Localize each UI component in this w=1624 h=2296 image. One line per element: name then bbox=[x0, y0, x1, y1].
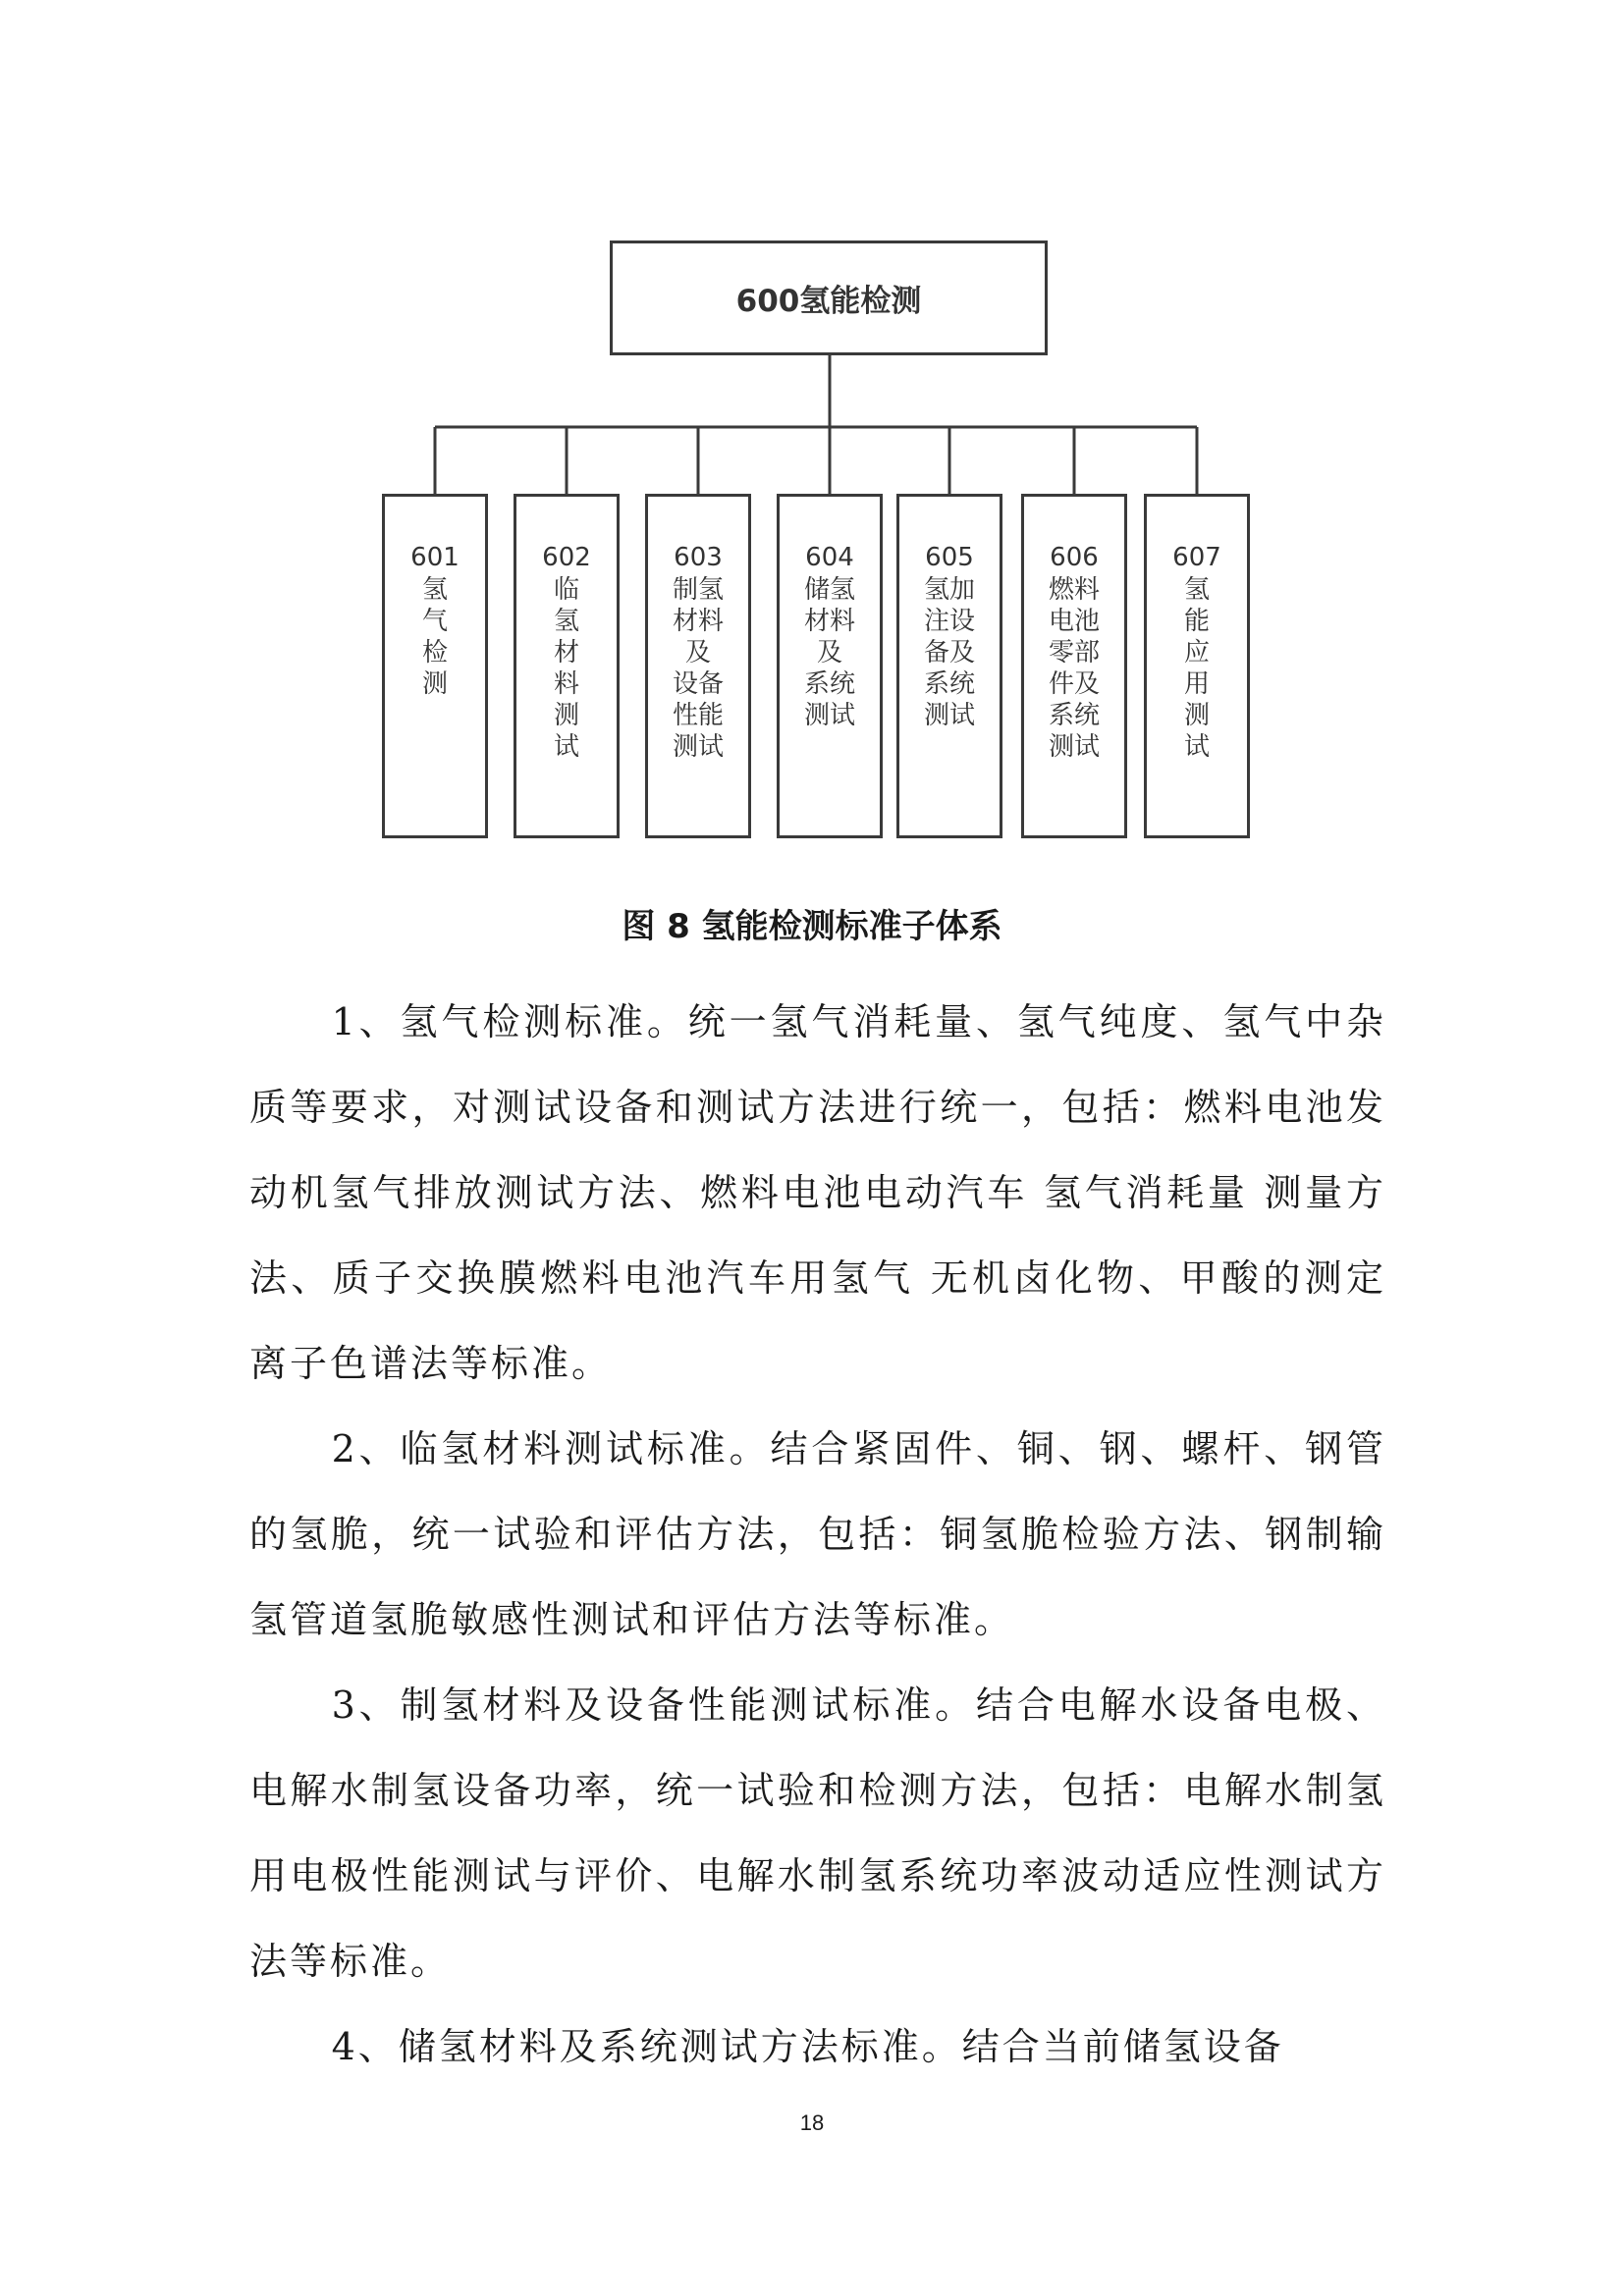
node-label-line: 性能 bbox=[672, 701, 724, 730]
node-label-line: 测试 bbox=[923, 701, 975, 730]
node-label-line: 料 bbox=[553, 669, 579, 699]
node-label-line: 试 bbox=[1183, 732, 1210, 762]
node-label-line: 氢加 bbox=[923, 575, 975, 605]
child-node-604 bbox=[777, 494, 883, 838]
node-label-line: 测试 bbox=[672, 732, 724, 762]
child-node-601 bbox=[382, 494, 488, 838]
node-label-line: 能 bbox=[1183, 607, 1210, 636]
node-code: 607 bbox=[1172, 543, 1221, 572]
node-label-line: 零部 bbox=[1048, 638, 1100, 667]
node-label-line: 应 bbox=[1183, 638, 1210, 667]
node-label-line: 试 bbox=[553, 732, 579, 762]
node-label-line: 备及 bbox=[923, 638, 975, 667]
node-label-line: 用 bbox=[1183, 669, 1210, 699]
paragraph: 1、氢气检测标准。统一氢气消耗量、氢气纯度、氢气中杂质等要求，对测试设备和测试方法进行统一，包括：燃料电池发动机氢气排放测试方法、燃料电池电动汽车 氢气消耗量 测量方法、质子交换膜燃料电池汽车用氢气 无机卤化物、甲酸的测定 离子色谱法等标准。 bbox=[249, 1000, 1386, 1385]
node-label-line: 材料 bbox=[672, 607, 724, 636]
node-label-line: 氢 bbox=[1183, 575, 1210, 605]
figure-caption: 图 8 氢能检测标准子体系 bbox=[622, 907, 1002, 946]
node-label-line: 测 bbox=[553, 701, 579, 730]
node-label-line: 气 bbox=[421, 607, 448, 636]
node-label-line: 电池 bbox=[1048, 607, 1100, 636]
node-label-line: 储氢 bbox=[803, 575, 855, 605]
node-label-line: 设备 bbox=[672, 669, 724, 699]
paragraph: 2、临氢材料测试标准。结合紧固件、铜、钢、螺杆、钢管的氢脆，统一试验和评估方法，包括：铜氢脆检验方法、钢制输氢管道氢脆敏感性测试和评估方法等标准。 bbox=[249, 1427, 1386, 1641]
root-node-box bbox=[610, 240, 1048, 355]
node-code: 606 bbox=[1050, 543, 1099, 572]
node-label-line: 件及 bbox=[1048, 669, 1100, 699]
node-label-line: 系统 bbox=[803, 669, 855, 699]
node-label-line: 材 bbox=[553, 638, 579, 667]
paragraph: 3、制氢材料及设备性能测试标准。结合电解水设备电极、电解水制氢设备功率，统一试验和检测方法，包括：电解水制氢用电极性能测试与评价、电解水制氢系统功率波动适应性测试方法等标准。 bbox=[249, 1683, 1386, 1983]
node-label-line: 测 bbox=[421, 669, 448, 699]
node-label-line: 材料 bbox=[803, 607, 855, 636]
node-label-line: 临 bbox=[553, 575, 579, 605]
child-node-607 bbox=[1144, 494, 1250, 838]
node-label-line: 系统 bbox=[1048, 701, 1100, 730]
node-label-line: 氢 bbox=[553, 607, 579, 636]
child-node-605 bbox=[896, 494, 1002, 838]
hierarchy-diagram bbox=[0, 0, 1624, 864]
node-code: 604 bbox=[805, 543, 854, 572]
node-code: 602 bbox=[542, 543, 591, 572]
node-code: 601 bbox=[410, 543, 460, 572]
body-text bbox=[249, 980, 1386, 2090]
page-number: 18 bbox=[799, 2110, 825, 2135]
node-label-line: 及 bbox=[684, 638, 711, 667]
node-label-line: 制氢 bbox=[672, 575, 724, 605]
node-label-line: 系统 bbox=[923, 669, 975, 699]
child-node-602 bbox=[514, 494, 620, 838]
node-label-line: 测 bbox=[1183, 701, 1210, 730]
node-code: 603 bbox=[674, 543, 723, 572]
child-node-603 bbox=[645, 494, 751, 838]
node-label-line: 注设 bbox=[923, 607, 975, 636]
child-node-606 bbox=[1021, 494, 1127, 838]
node-label-line: 测试 bbox=[803, 701, 855, 730]
node-label-line: 测试 bbox=[1048, 732, 1100, 762]
node-label-line: 氢 bbox=[421, 575, 448, 605]
paragraph: 4、储氢材料及系统测试方法标准。结合当前储氢设备 bbox=[331, 2025, 1284, 2068]
node-code: 605 bbox=[925, 543, 974, 572]
node-label-line: 检 bbox=[421, 638, 448, 667]
node-label-line: 燃料 bbox=[1048, 575, 1100, 605]
root-node-label: 600氢能检测 bbox=[735, 284, 922, 319]
node-label-line: 及 bbox=[816, 638, 842, 667]
